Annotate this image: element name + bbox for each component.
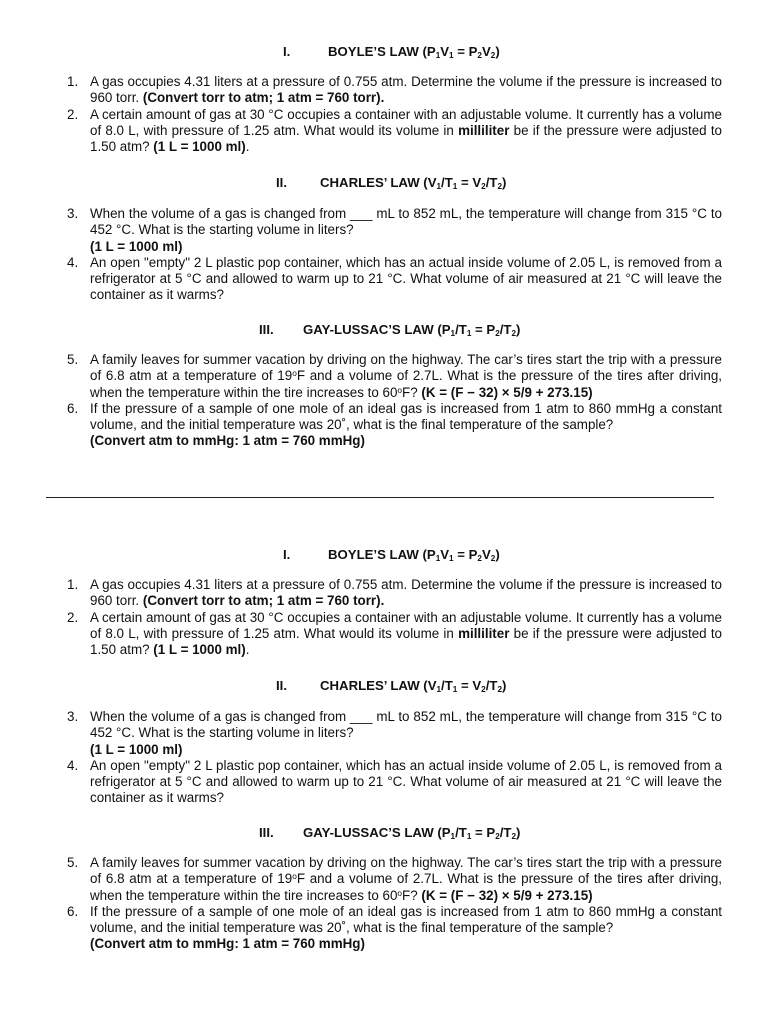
question-hint: (1 L = 1000 ml) — [90, 741, 183, 757]
question-number: 6. — [67, 400, 79, 416]
question-number: 1. — [67, 74, 79, 89]
question-number: 1. — [67, 577, 79, 592]
question-text: An open "empty" 2 L plastic pop container, which has an actual inside volume of 2.05 L, is removed from a refrigerator at 5 °C and allowed to warm up to 21 °C. What volume of air measured at 21 °C will leave the container as it warms? — [90, 757, 722, 806]
question-item — [0, 401, 768, 450]
question-text: A certain amount of gas at 30 °C occupies a container with an adjustable volume. It currently has a volume of 8.0 L, with pressure of 1.25 atm. What would its volume in — [90, 609, 722, 641]
question-number: 4. — [67, 254, 79, 270]
section-title: CHARLES’ LAW $(V_1/T_1 = V_2/T_2)$ — [320, 678, 507, 694]
question-number: 2. — [67, 106, 79, 122]
question-text: A certain amount of gas at 30 °C occupies a container with an adjustable volume. It currently has a volume of 8.0 L, with pressure of 1.25 atm. What would its volume in — [90, 106, 722, 138]
question-item — [0, 255, 768, 304]
question-list-gay-lussac — [0, 855, 768, 953]
section-title: GAY-LUSSAC’S LAW $(P_1/T_1 = P_2/T_2)$ — [303, 322, 521, 338]
section-title: BOYLE’S LAW $(P_1V_1 = P_2V_2)$ — [328, 547, 500, 563]
question-list-charles — [0, 206, 768, 304]
question-item — [0, 577, 768, 610]
question-list-boyles — [0, 74, 768, 155]
question-hint: (K = (F − 32) × 5/9 + 273.15) — [421, 384, 593, 400]
question-number: 3. — [67, 206, 79, 221]
question-text: If the pressure of a sample of one mole of an ideal gas is increased from 1 atm to 860 mmHg a constant volume, and the initial temperature was 20˚, what is the final temperature of the sample? — [90, 903, 722, 936]
section-numeral: III. — [259, 322, 274, 337]
question-list-charles — [0, 709, 768, 807]
question-hint: (1 L = 1000 ml) — [153, 139, 246, 155]
section-numeral: III. — [259, 825, 274, 840]
section-title: BOYLE’S LAW $(P_1V_1 = P_2V_2)$ — [328, 44, 500, 60]
question-text: A family leaves for summer vacation by driving on the highway. The car’s tires start the trip with a pressure of 6.8 atm at a temperature of 19 — [90, 352, 722, 384]
question-text: A gas occupies 4.31 liters at a pressure of 0.755 atm. Determine the volume if the pressure is increased to 960 torr. — [90, 74, 722, 106]
question-hint: (1 L = 1000 ml) — [90, 238, 183, 254]
question-text: A family leaves for summer vacation by driving on the highway. The car’s tires start the trip with a pressure of 6.8 atm at a temperature of 19 — [90, 855, 722, 887]
question-text: An open "empty" 2 L plastic pop container, which has an actual inside volume of 2.05 L, is removed from a refrigerator at 5 °C and allowed to warm up to 21 °C. What volume of air measured at 21 °C will leave the container as it warms? — [90, 254, 722, 303]
question-item — [0, 904, 768, 953]
question-number: 4. — [67, 757, 79, 773]
question-number: 2. — [67, 609, 79, 625]
section-numeral: I. — [283, 44, 291, 59]
question-hint: (Convert torr to atm; 1 atm = 760 torr). — [142, 90, 385, 106]
question-list-gay-lussac — [0, 352, 768, 450]
question-number: 5. — [67, 855, 79, 870]
question-number: 6. — [67, 903, 79, 919]
section-numeral: II. — [276, 175, 287, 190]
question-list-boyles — [0, 577, 768, 658]
question-hint: (K = (F − 32) × 5/9 + 273.15) — [421, 887, 593, 903]
question-item: 2. A certain amount of gas at 30 °C occupies a container with an adjustable volume. It currently has a volume of 8.0 L, with pressure of 1.25 atm. What would its volume in milliliter be if the pressure were adjusted to 1.50 atm? (1 L = 1000 ml). — [67, 609, 722, 658]
question-text: A gas occupies 4.31 liters at a pressure of 0.755 atm. Determine the volume if the pressure is increased to 960 torr. — [90, 577, 722, 609]
question-text: If the pressure of a sample of one mole of an ideal gas is increased from 1 atm to 860 mmHg a constant volume, and the initial temperature was 20˚, what is the final temperature of the sample? — [90, 400, 722, 433]
question-text: When the volume of a gas is changed from ___ mL to 852 mL, the temperature will change from 315 °C to 452 °C. What is the starting volume in liters? — [90, 206, 722, 238]
question-emphasis: milliliter — [458, 625, 510, 641]
cut-line-divider — [46, 497, 714, 498]
question-item — [0, 709, 768, 758]
question-number: 5. — [67, 352, 79, 367]
section-numeral: I. — [283, 547, 291, 562]
question-text: be if the pressure were adjusted to 1.50 atm? — [90, 122, 722, 155]
question-hint: (Convert atm to mmHg: 1 atm = 760 mmHg) — [90, 936, 365, 952]
question-hint: (Convert atm to mmHg: 1 atm = 760 mmHg) — [90, 433, 365, 449]
question-hint: (1 L = 1000 ml) — [153, 642, 246, 658]
question-item — [0, 758, 768, 807]
question-hint: (Convert torr to atm; 1 atm = 760 torr). — [142, 593, 385, 609]
question-emphasis: milliliter — [458, 122, 510, 138]
section-numeral: II. — [276, 678, 287, 693]
question-item — [0, 206, 768, 255]
question-item: 5. A family leaves for summer vacation by driving on the highway. The car’s tires start the trip with a pressure of 6.8 atm at a temperature of 19$^o$F and a volume of 2.7L. What is the pressure of the tires after driving, when the temperature within the tire increases to 60$^o$F? (K = (F − 32) × 5/9 + 273.15) — [67, 855, 722, 903]
section-title: GAY-LUSSAC’S LAW $(P_1/T_1 = P_2/T_2)$ — [303, 825, 521, 841]
question-text: be if the pressure were adjusted to 1.50 atm? — [90, 625, 722, 658]
question-item — [0, 74, 768, 107]
question-text: When the volume of a gas is changed from ___ mL to 852 mL, the temperature will change from 315 °C to 452 °C. What is the starting volume in liters? — [90, 709, 722, 741]
question-item: 2. A certain amount of gas at 30 °C occupies a container with an adjustable volume. It currently has a volume of 8.0 L, with pressure of 1.25 atm. What would its volume in milliliter be if the pressure were adjusted to 1.50 atm? (1 L = 1000 ml). — [67, 106, 722, 155]
section-title: CHARLES’ LAW $(V_1/T_1 = V_2/T_2)$ — [320, 175, 507, 191]
question-item: 5. A family leaves for summer vacation by driving on the highway. The car’s tires start the trip with a pressure of 6.8 atm at a temperature of 19$^o$F and a volume of 2.7L. What is the pressure of the tires after driving, when the temperature within the tire increases to 60$^o$F? (K = (F − 32) × 5/9 + 273.15) — [67, 352, 722, 400]
question-number: 3. — [67, 709, 79, 724]
